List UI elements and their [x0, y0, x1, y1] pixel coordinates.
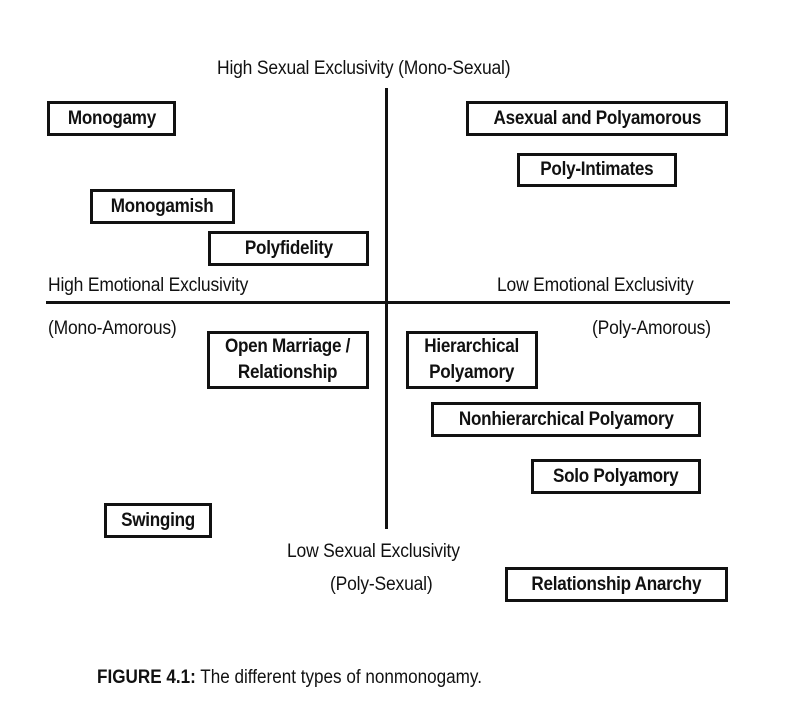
polyfidelity-box: [208, 231, 369, 266]
figure-caption-label: FIGURE 4.1:: [97, 667, 196, 688]
hierarchical-polyamory-label: Hierarchical Polyamory: [424, 336, 520, 383]
swinging-box: [104, 503, 212, 538]
bottom-axis-label-line1: Low Sexual Exclusivity: [287, 541, 460, 562]
poly-intimates-box: [517, 153, 677, 187]
nonhierarchical-polyamory-box: [431, 402, 701, 437]
left-axis-label-line1: High Emotional Exclusivity: [48, 275, 249, 296]
nonhierarchical-polyamory-label: Nonhierarchical Polyamory: [458, 408, 674, 430]
vertical-axis-line: [385, 88, 388, 529]
solo-polyamory-label: Solo Polyamory: [553, 465, 679, 487]
relationship-anarchy-label: Relationship Anarchy: [531, 573, 702, 595]
monogamish-label: Monogamish: [111, 195, 214, 217]
relationship-anarchy-box: [505, 567, 728, 602]
right-axis-label-line1: Low Emotional Exclusivity: [497, 275, 694, 296]
top-axis-label: High Sexual Exclusivity (Mono-Sexual): [217, 58, 511, 79]
swinging-label: Swinging: [121, 509, 195, 531]
monogamy-box: [47, 101, 176, 136]
polyfidelity-label: Polyfidelity: [244, 237, 333, 259]
asexual-polyamorous-box: [466, 101, 728, 136]
open-marriage-label: Open Marriage / Relationship: [225, 336, 351, 383]
horizontal-axis-line: [46, 301, 730, 304]
solo-polyamory-box: [531, 459, 701, 494]
asexual-polyamorous-label: Asexual and Polyamorous: [493, 107, 701, 129]
right-axis-label-line2: (Poly-Amorous): [592, 318, 711, 339]
hierarchical-polyamory-box: [406, 331, 538, 389]
monogamish-box: [90, 189, 235, 224]
left-axis-label-line2: (Mono-Amorous): [48, 318, 177, 339]
figure-caption-text: The different types of nonmonogamy.: [195, 667, 482, 688]
poly-intimates-label: Poly-Intimates: [540, 159, 654, 180]
figure-caption: [97, 667, 482, 689]
open-marriage-box: [207, 331, 369, 389]
bottom-axis-label-line2: (Poly-Sexual): [330, 574, 433, 595]
monogamy-label: Monogamy: [67, 107, 156, 129]
